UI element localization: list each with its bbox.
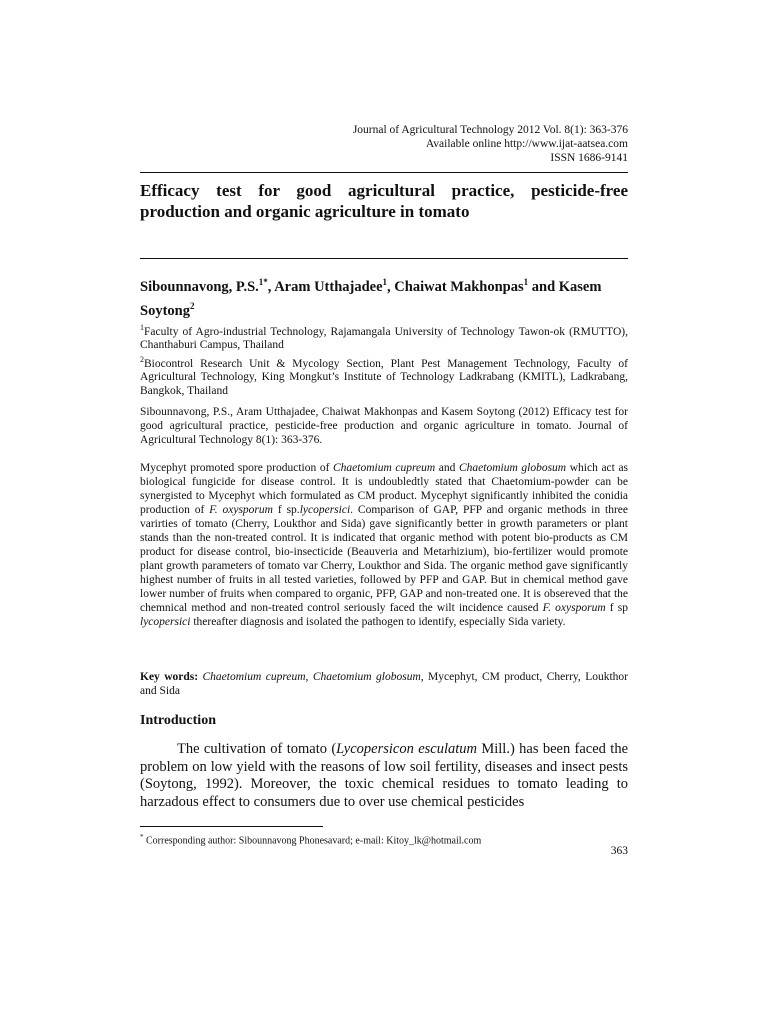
author-name: Sibounnavong, P.S.: [140, 278, 259, 295]
keyword-species: Chaetomium cupreum: [202, 671, 306, 683]
abstract-text: f sp.: [272, 504, 300, 516]
abstract-text: and: [435, 462, 460, 474]
species-name: F. oxysporum: [542, 602, 606, 614]
species-name: Chaetomium cupreum: [333, 462, 436, 474]
affiliations: [140, 321, 628, 398]
keyword-species: Chaetomium globosum,: [312, 671, 424, 683]
abstract-text: which act as biological fungicide for disease control. It is undoubledtly stated that Chaetomium-powder can be synergisted to Mycephyt which formulated as CM product. Mycephyt significantly inhibited the conidia production of: [140, 462, 629, 516]
author-name: , Chaiwat Makhonpas: [387, 278, 524, 295]
abstract-text: thereafter diagnosis and isolated the pathogen to identify, especially Sida variety.: [190, 616, 566, 628]
footnote: [140, 831, 628, 847]
page-number: 363: [610, 845, 628, 857]
abstract-text: f sp: [605, 602, 628, 614]
introduction-paragraph: [140, 741, 628, 811]
affiliation-mark: 1: [140, 323, 144, 332]
suggested-citation: Sibounnavong, P.S., Aram Utthajadee, Chaiwat Makhonpas and Kasem Soytong (2012) Efficacy test for good agricultural practice, pesticide-free production and organic agriculture in tomato. Journal of Agricultural Technology 8(1): 363-376.: [140, 406, 628, 446]
affiliation-item: [140, 353, 628, 398]
journal-url: Available online http://www.ijat-aatsea.com: [425, 138, 628, 150]
author-affil-mark: 1*: [258, 277, 268, 287]
footnote-text: Corresponding author: Sibounnavong Phonesavard; e-mail: Kitoy_lk@hotmail.com: [143, 835, 482, 847]
title-rule-bottom: [140, 258, 628, 259]
author-affil-mark: 1: [523, 277, 529, 287]
keywords: [140, 670, 628, 698]
title-rule-top: [140, 172, 628, 173]
footnote-mark: *: [140, 833, 144, 841]
author-name: , Aram Utthajadee: [267, 278, 383, 295]
author-affil-mark: 1: [382, 277, 388, 287]
intro-text: Mill.) has been faced the problem on low yield with the reasons of low soil fertility, diseases and insect pests (Soytong, 1992). Moreover, the toxic chemical residues to tomato leading to harzadous effect to consumers due to over use chemical pesticides: [140, 741, 628, 810]
section-heading-introduction: Introduction: [140, 713, 216, 728]
paper-title: Efficacy test for good agricultural practice, pesticide-free production and organic agriculture in tomato: [140, 181, 628, 221]
affiliation-text: Faculty of Agro-industrial Technology, Rajamangala University of Technology Tawon-ok (RMUTTO), Chanthaburi Campus, Thailand: [140, 325, 628, 352]
abstract-text: Mycephyt promoted spore production of: [140, 462, 334, 474]
journal-citation: Journal of Agricultural Technology 2012 Vol. 8(1): 363-376: [352, 124, 628, 136]
abstract-text: . Comparison of GAP, PFP and organic methods in three varirties of tomato (Cherry, Loukthor and Sida) gave significantly better in growth parameters or plant stands than the non-treated control. It is indicated that organic method with potent bio-products as CM product for disease control, bio-insecticide (Beauveria and Metarhizium), bio-fertilizer would promote plant growth parameters of tomato var Cherry, Loukthor and Sida. The organic method gave significantly highest number of fruits in all tested varieties, followed by PFP and GAP. But in chemical method gave lower number of fruits when compared to organic, PFP, GAP and non-treated one. It is obsereved that the chemnical method and non-treated control seriously faced the wilt incidence caused: [140, 504, 628, 614]
journal-issn: ISSN 1686-9141: [550, 152, 628, 164]
species-name: F. oxysporum: [209, 504, 273, 516]
keyword-text: ,: [305, 671, 313, 683]
species-name: lycopersici: [299, 504, 351, 516]
author-list: [140, 273, 628, 321]
affiliation-text: Biocontrol Research Unit & Mycology Section, Plant Pest Management Technology, Faculty of Agricultural Technology, King Mongkut’s Institute of Technology Ladkrabang (KMITL), Ladkrabang, Bangkok, Thailand: [140, 357, 628, 397]
keywords-label: Key words:: [140, 671, 199, 683]
species-name: lycopersici: [140, 616, 191, 628]
affiliation-item: [140, 321, 628, 353]
footnote-rule: [140, 826, 323, 827]
journal-header: [353, 123, 628, 165]
abstract: [140, 461, 628, 629]
species-name: Lycopersicon esculatum: [336, 741, 477, 757]
species-name: Chaetomium globosum: [459, 462, 567, 474]
intro-text: The cultivation of tomato (: [177, 741, 337, 757]
affiliation-mark: 2: [140, 354, 144, 364]
keyword-text: Mycephyt, CM product, Cherry, Loukthor and Sida: [140, 671, 628, 697]
author-name: and Kasem Soytong: [140, 278, 602, 319]
author-affil-mark: 2: [189, 300, 195, 311]
